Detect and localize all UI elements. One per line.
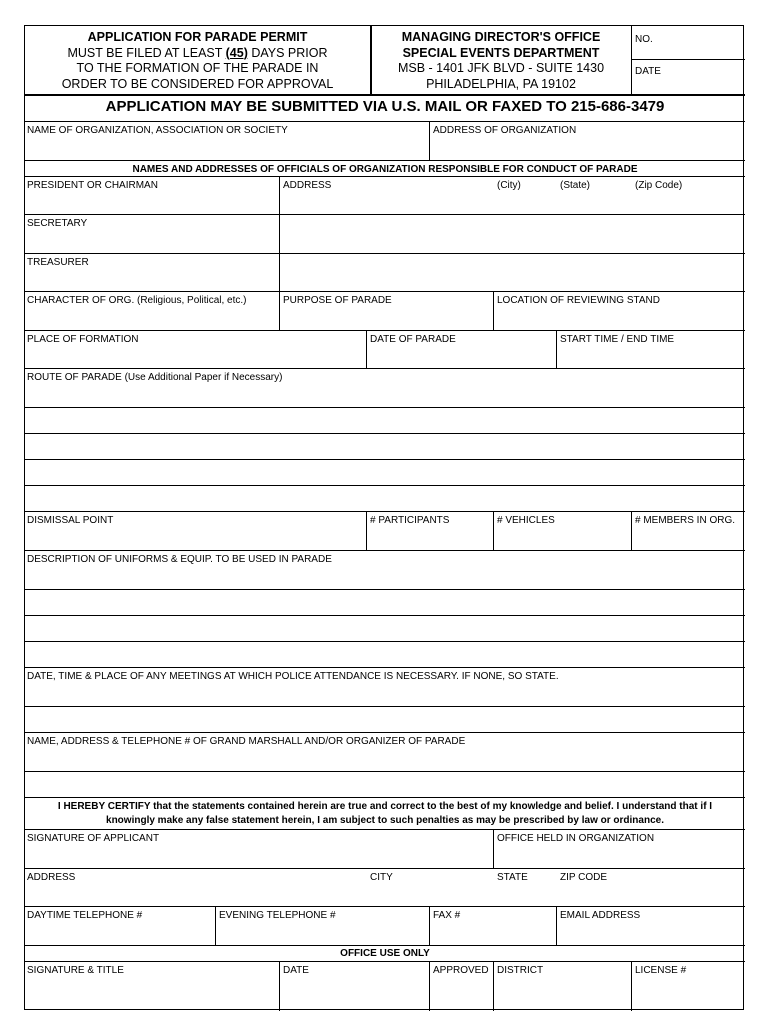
deadline-line-4: ORDER TO BE CONSIDERED FOR APPROVAL: [61, 76, 334, 91]
rule: [25, 771, 745, 772]
rule: [25, 485, 745, 486]
license-label: LICENSE #: [635, 965, 687, 976]
office-date-label: DATE: [283, 965, 309, 976]
department-name: SPECIAL EVENTS DEPARTMENT: [402, 45, 600, 60]
rule: [366, 330, 367, 368]
parade-permit-form: [24, 25, 744, 1010]
signature-label: SIGNATURE OF APPLICANT: [27, 833, 160, 844]
rule: [631, 961, 632, 1011]
rule: [493, 829, 494, 868]
route-label: ROUTE OF PARADE (Use Additional Paper if Necessary): [27, 372, 283, 383]
secretary-label: SECRETARY: [27, 218, 88, 229]
rule: [25, 550, 745, 551]
rule: [279, 176, 280, 291]
city-label: (City): [497, 180, 521, 191]
start-end-label: START TIME / END TIME: [560, 334, 675, 345]
rule: [25, 459, 745, 460]
form-title: APPLICATION FOR PARADE PERMIT: [87, 30, 308, 44]
org-name-label: NAME OF ORGANIZATION, ASSOCIATION OR SOCIETY: [27, 125, 288, 136]
certification-statement: [25, 800, 745, 827]
address-label: ADDRESS: [283, 180, 332, 191]
permit-header: [25, 30, 370, 92]
rule: [25, 732, 745, 733]
place-formation-label: PLACE OF FORMATION: [27, 334, 139, 345]
deadline-text: MUST BE FILED AT LEAST: [67, 45, 226, 60]
rule: [25, 945, 745, 946]
officials-heading: NAMES AND ADDRESSES OF OFFICIALS OF ORGANIZATION RESPONSIBLE FOR CONDUCT OF PARADE: [132, 164, 638, 175]
rule: [215, 906, 216, 945]
zip-label: (Zip Code): [635, 180, 683, 191]
treasurer-label: TREASURER: [27, 257, 89, 268]
rule: [366, 511, 367, 550]
rule: [25, 160, 745, 161]
rule: [429, 961, 430, 1011]
rule: [25, 641, 745, 642]
rule: [429, 906, 430, 945]
office-address-1: MSB - 1401 JFK BLVD - SUITE 1430: [397, 61, 605, 75]
rule: [25, 121, 745, 122]
certify-line-2: knowingly make any false statement herein, I am subject to such penalties as may be prescribed by law or ordinance.: [106, 814, 664, 826]
email-label: EMAIL ADDRESS: [560, 910, 641, 921]
district-label: DISTRICT: [497, 965, 544, 976]
office-header: [371, 30, 631, 92]
org-address-label: ADDRESS OF ORGANIZATION: [433, 125, 577, 136]
rule: [25, 667, 745, 668]
filing-deadline: [25, 46, 370, 62]
office-use-heading: OFFICE USE ONLY: [340, 948, 430, 959]
rule: [25, 330, 745, 331]
rule: [631, 26, 632, 94]
rule: [279, 961, 280, 1011]
rule: [25, 615, 745, 616]
deadline-days: (45): [225, 45, 248, 60]
date-field-label: DATE: [635, 66, 661, 77]
day-phone-label: DAYTIME TELEPHONE #: [27, 910, 143, 921]
rule: [25, 433, 745, 434]
rule: [493, 291, 494, 330]
president-label: PRESIDENT OR CHAIRMAN: [27, 180, 158, 191]
rule: [25, 94, 745, 96]
rule: [25, 253, 745, 254]
fax-label: FAX #: [433, 910, 461, 921]
rule: [25, 589, 745, 590]
rule: [25, 961, 745, 962]
rule: [25, 829, 745, 830]
dismissal-label: DISMISSAL POINT: [27, 515, 114, 526]
applicant-state-label: STATE: [497, 872, 528, 883]
rule: [25, 706, 745, 707]
deadline-text-end: DAYS PRIOR: [247, 45, 328, 60]
rule: [25, 906, 745, 907]
rule: [25, 797, 745, 798]
rule: [25, 214, 745, 215]
applicant-zip-label: ZIP CODE: [560, 872, 608, 883]
purpose-label: PURPOSE OF PARADE: [283, 295, 392, 306]
grand-marshall-label: NAME, ADDRESS & TELEPHONE # OF GRAND MARSHALL AND/OR ORGANIZER OF PARADE: [27, 736, 466, 747]
rule: [429, 121, 430, 160]
rule: [493, 511, 494, 550]
rule: [25, 511, 745, 512]
reviewing-stand-label: LOCATION OF REVIEWING STAND: [497, 295, 660, 306]
rule: [556, 906, 557, 945]
approved-label: APPROVED: [433, 965, 489, 976]
rule: [25, 407, 745, 408]
office-name: MANAGING DIRECTOR'S OFFICE: [401, 30, 601, 44]
vehicles-label: # VEHICLES: [497, 515, 555, 526]
character-label: CHARACTER OF ORG. (Religious, Political, etc.): [27, 295, 247, 306]
submit-notice: APPLICATION MAY BE SUBMITTED VIA U.S. MAIL OR FAXED TO 215-686-3479: [105, 98, 665, 115]
rule: [25, 291, 745, 292]
eve-phone-label: EVENING TELEPHONE #: [219, 910, 336, 921]
meetings-label: DATE, TIME & PLACE OF ANY MEETINGS AT WHICH POLICE ATTENDANCE IS NECESSARY. IF NONE, SO STATE.: [27, 671, 559, 682]
rule: [631, 59, 745, 60]
no-field-label: NO.: [635, 34, 653, 45]
date-parade-label: DATE OF PARADE: [370, 334, 456, 345]
applicant-city-label: CITY: [370, 872, 393, 883]
rule: [279, 291, 280, 330]
participants-label: # PARTICIPANTS: [370, 515, 450, 526]
members-label: # MEMBERS IN ORG.: [635, 515, 736, 526]
applicant-address-label: ADDRESS: [27, 872, 76, 883]
state-label: (State): [560, 180, 591, 191]
rule: [493, 961, 494, 1011]
rule: [25, 868, 745, 869]
rule: [631, 511, 632, 550]
rule: [25, 368, 745, 369]
rule: [556, 330, 557, 368]
certify-line-1: I HEREBY CERTIFY that the statements contained herein are true and correct to the best of my knowledge and belief. I understand that if I: [57, 801, 713, 812]
uniforms-label: DESCRIPTION OF UNIFORMS & EQUIP. TO BE USED IN PARADE: [27, 554, 332, 565]
office-held-label: OFFICE HELD IN ORGANIZATION: [497, 833, 655, 844]
deadline-line-3: TO THE FORMATION OF THE PARADE IN: [76, 61, 319, 75]
signature-title-label: SIGNATURE & TITLE: [27, 965, 124, 976]
office-address-2: PHILADELPHIA, PA 19102: [426, 76, 576, 91]
